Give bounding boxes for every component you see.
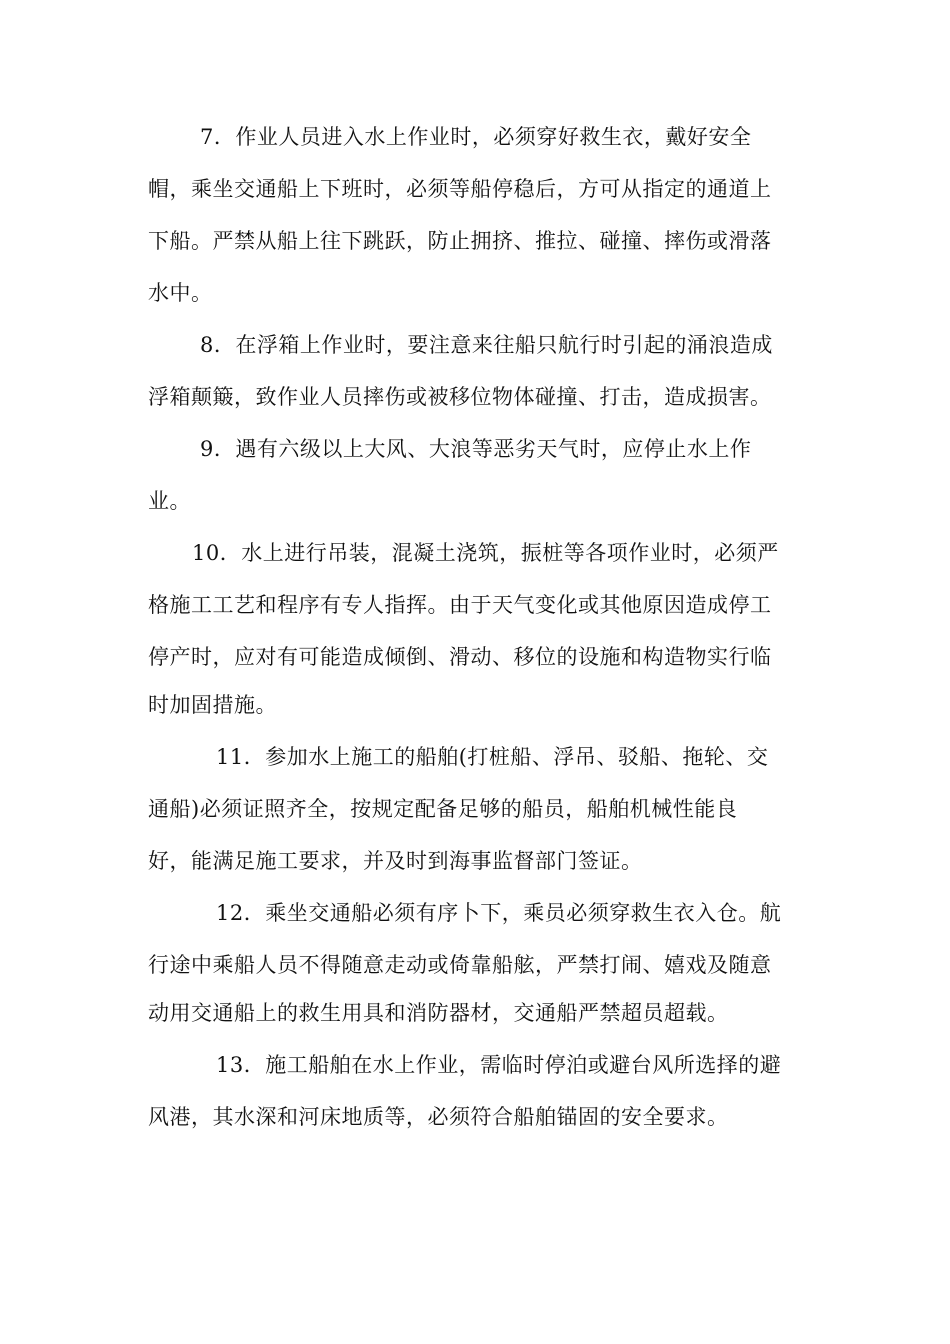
text-line: 浮箱颠簸，致作业人员摔伤或被移位物体碰撞、打击，造成损害。 [148, 385, 772, 409]
text-line: 好，能满足施工要求，并及时到海事监督部门签证。 [148, 849, 643, 873]
text-line: 格施工工艺和程序有专人指挥。由于天气变化或其他原因造成停工 [148, 593, 772, 617]
text-line: 风港，其水深和河床地质等，必须符合船舶锚固的安全要求。 [148, 1105, 729, 1129]
text-line: 13．施工船舶在水上作业，需临时停泊或避台风所选择的避 [216, 1053, 782, 1077]
text-line: 11．参加水上施工的船舶(打桩船、浮吊、驳船、拖轮、交 [216, 745, 769, 769]
text-line: 动用交通船上的救生用具和消防器材，交通船严禁超员超载。 [148, 1001, 729, 1025]
text-line: 10．水上进行吊装，混凝土浇筑，振桩等各项作业时，必须严 [192, 541, 779, 565]
text-line: 时加固措施。 [148, 693, 277, 717]
text-line: 帽，乘坐交通船上下班时，必须等船停稳后，方可从指定的通道上 [148, 177, 772, 201]
text-line: 12．乘坐交通船必须有序卜下，乘员必须穿救生衣入仓。航 [216, 901, 782, 925]
text-line: 业。 [148, 489, 191, 513]
text-line: 通船)必须证照齐全，按规定配备足够的船员，船舶机械性能良 [148, 797, 738, 821]
text-line: 停产时，应对有可能造成倾倒、滑动、移位的设施和构造物实行临 [148, 645, 772, 669]
text-line: 行途中乘船人员不得随意走动或倚靠船舷，严禁打闹、嬉戏及随意 [148, 953, 772, 977]
text-line: 8．在浮箱上作业时，要注意来往船只航行时引起的涌浪造成 [200, 333, 773, 357]
text-line: 水中。 [148, 281, 213, 305]
text-line: 9．遇有六级以上大风、大浪等恶劣天气时，应停止水上作 [200, 437, 752, 461]
text-line: 7．作业人员进入水上作业时，必须穿好救生衣，戴好安全 [200, 125, 752, 149]
text-line: 下船。严禁从船上往下跳跃，防止拥挤、推拉、碰撞、摔伤或滑落 [148, 229, 772, 253]
